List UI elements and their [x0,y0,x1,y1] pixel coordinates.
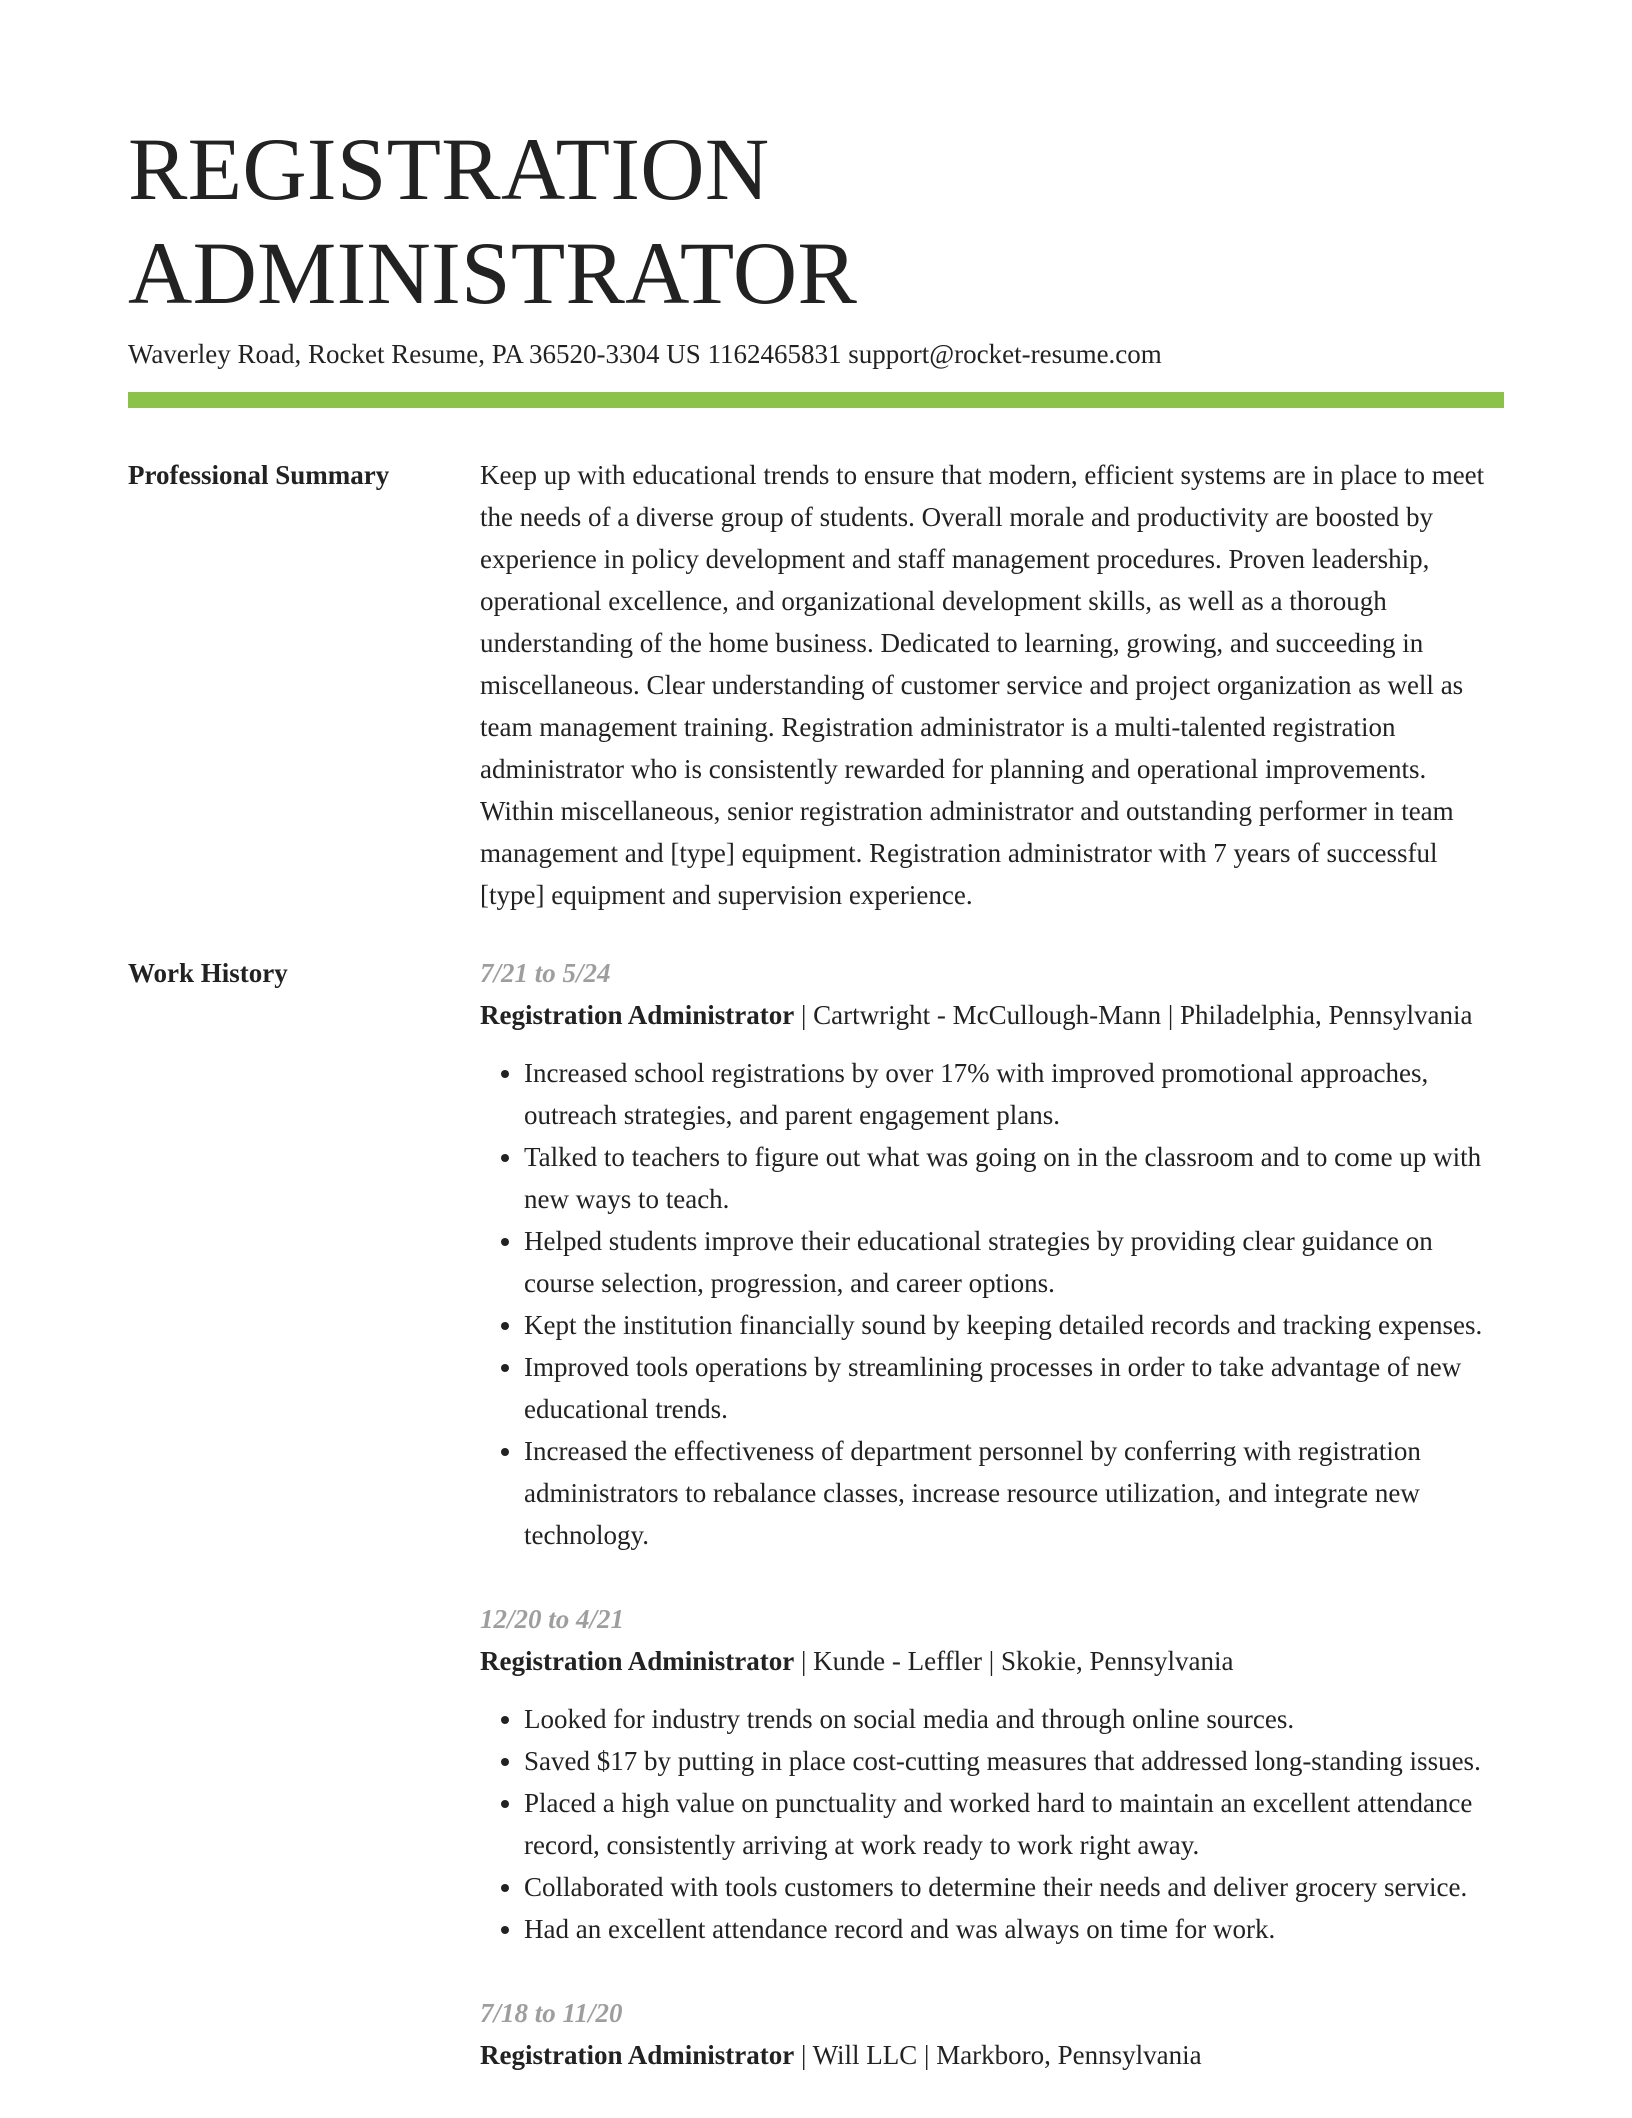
job-entry [480,1992,1504,2076]
job-bullets [480,1052,1504,1556]
section-heading-summary: Professional Summary [128,460,390,490]
job-title: Registration Administrator [480,1646,795,1676]
job-entry [480,952,1504,1556]
summary-text: Keep up with educational trends to ensure that modern, efficient systems are in place to meet the needs of a diverse group of students. Overall morale and productivity are boosted by experience in policy development and staff management procedures. Proven leadership, operational excellence, and organizational development skills, as well as a thorough understanding of the home business. Dedicated to learning, growing, and succeeding in miscellaneous. Clear understanding of customer service and project organization as well as team management training. Registration administrator is a multi-talented registration administrator who is consistently rewarded for planning and operational improvements. Within miscellaneous, senior registration administrator and outstanding performer in team management and [type] equipment. Registration administrator with 7 years of successful [type] equipment and supervision experience. [480,460,1485,910]
job-bullet: • Had an excellent attendance record and was always on time for work. [524,1908,1504,1950]
job-bullet: • Helped students improve their educational strategies by providing clear guidance on course selection, progression, and career options. [524,1220,1504,1304]
work-history-section [128,952,1504,2118]
job-bullet: • Increased school registrations by over 17% with improved promotional approaches, outreach strategies, and parent engagement plans. [524,1052,1504,1136]
job-heading [480,1640,1504,1682]
job-details: | Kunde - Leffler | Skokie, Pennsylvania [794,1646,1234,1676]
job-details: | Will LLC | Markboro, Pennsylvania [794,2040,1202,2070]
job-entry [480,1598,1504,1950]
contact-line: Waverley Road, Rocket Resume, PA 36520-3304 US 1162465831 support@rocket-resume.com [128,339,1162,369]
job-dates: 7/21 to 5/24 [480,958,611,988]
job-bullet: • Placed a high value on punctuality and worked hard to maintain an excellent attendance record, consistently arriving at work ready to work right away. [524,1782,1504,1866]
job-title: Registration Administrator [480,1000,795,1030]
job-heading [480,994,1504,1036]
job-bullet: • Improved tools operations by streamlining processes in order to take advantage of new educational trends. [524,1346,1504,1430]
job-title: Registration Administrator [480,2040,795,2070]
job-dates: 7/18 to 11/20 [480,1998,623,2028]
summary-section [128,454,1504,916]
job-dates: 12/20 to 4/21 [480,1604,625,1634]
resume-page [128,0,1504,2118]
summary-body [480,454,1504,916]
job-bullet: • Collaborated with tools customers to determine their needs and deliver grocery service. [524,1866,1504,1908]
job-heading [480,2034,1504,2076]
job-bullet: • Talked to teachers to figure out what was going on in the classroom and to come up with new ways to teach. [524,1136,1504,1220]
section-heading-work-history: Work History [128,958,288,988]
job-details: | Cartwright - McCullough-Mann | Philadelphia, Pennsylvania [794,1000,1473,1030]
work-history-body [480,952,1504,2118]
job-bullet: • Increased the effectiveness of department personnel by conferring with registration administrators to rebalance classes, increase resource utilization, and integrate new technology. [524,1430,1504,1556]
page-title: REGISTRATION ADMINISTRATOR [128,121,858,323]
job-bullet: • Kept the institution financially sound by keeping detailed records and tracking expenses. [524,1304,1504,1346]
job-bullet: • Saved $17 by putting in place cost-cutting measures that addressed long-standing issues. [524,1740,1504,1782]
job-bullets [480,1698,1504,1950]
accent-divider [128,392,1504,408]
job-bullet: • Looked for industry trends on social media and through online sources. [524,1698,1504,1740]
